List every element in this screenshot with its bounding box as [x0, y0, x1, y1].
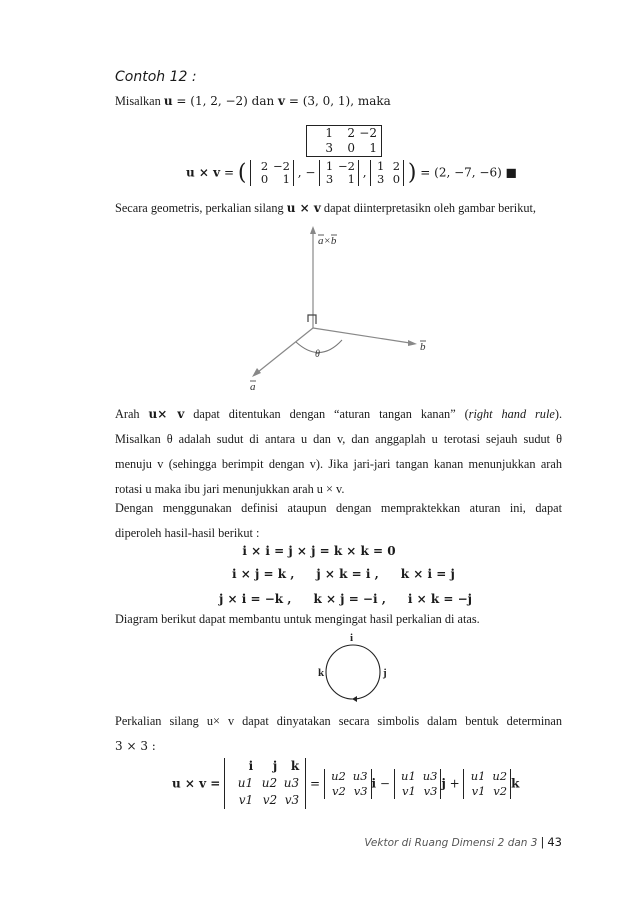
- theta-label: θ: [315, 349, 320, 360]
- cycle-label-i: i: [350, 632, 354, 644]
- given-vectors-line: Misalkan u = (1, 2, −2) dan v = (3, 0, 1), maka: [115, 94, 391, 108]
- cycle-label-k: k: [318, 667, 325, 679]
- cycle-circle: [326, 645, 380, 699]
- coefficient-matrix: 1 2 −2 3 0 1: [306, 125, 382, 157]
- cross-product-computation: u × v = ( 2 −2 0 1 , − 1 −2 3 1 , 1 2 3 0 ) = (2, −7, −6) ■: [186, 159, 517, 186]
- geometric-interpretation-line: Secara geometris, perkalian silang u × v dapat diinterpretasikn oleh gambar berikut,: [115, 201, 536, 215]
- determinant-formula: u × v = i j k u1 u2 u3 v1 v2 v3 = u2 u3 v2 v3 i − u1 u3 v1 v3 j + u1 u2 v1 v2 k: [172, 759, 520, 807]
- minor-determinant-1: 2 −2 0 1: [250, 160, 294, 186]
- right-hand-rule-paragraph: Arah u× v dapat ditentukan dengan “aturan tangan kanan” (right hand rule). Misalkan θ adalah sudut di antara u dan v, dan anggaplah u terotasi sejauh sudut θ menuju v (sehingga berimpit dengan v). Jika jari-jari tangan kanan menunjukkan arah rotasi u maka ibu jari menunjukkan arah u × v.: [115, 407, 563, 496]
- axb-label: a×b: [318, 235, 337, 247]
- b-axis: [313, 328, 410, 343]
- arrow-down-left-icon: [252, 368, 261, 377]
- identity-row-1: i × i = j × j = k × k = 0: [242, 544, 396, 558]
- right-angle-marker: [308, 315, 316, 324]
- identity-row-2: i × j = k , j × k = i , k × i = j: [232, 567, 455, 581]
- full-determinant: i j k u1 u2 u3 v1 v2 v3: [224, 758, 306, 809]
- page-number: 43: [547, 835, 562, 849]
- minor-u1u2: u1 u2 v1 v2: [463, 769, 511, 799]
- b-label: b: [420, 341, 426, 353]
- minor-determinant-3: 1 2 3 0: [370, 160, 404, 186]
- qed-symbol: ■: [505, 165, 517, 180]
- cycle-label-j: j: [383, 667, 387, 679]
- ijk-cycle-diagram: [310, 630, 400, 705]
- diagram-caption: Diagram berikut dapat membantu untuk mengingat hasil perkalian di atas.: [115, 612, 480, 626]
- identity-row-3: j × i = −k , k × j = −i , i × k = −j: [219, 592, 472, 606]
- minor-u1u3: u1 u3 v1 v3: [394, 769, 442, 799]
- minor-determinant-2: 1 −2 3 1: [319, 160, 359, 186]
- results-intro-paragraph: Dengan menggunakan definisi ataupun dengan mempraktekkan aturan ini, dapat diperoleh hasil-hasil berikut :: [115, 501, 562, 540]
- example-title: Contoh 12 :: [115, 69, 197, 85]
- arrow-right-icon: [408, 340, 417, 346]
- arrow-up-icon: [310, 226, 316, 234]
- cycle-arrow-icon: [352, 696, 357, 702]
- a-axis: [258, 328, 313, 372]
- cross-product-figure: [230, 222, 450, 397]
- a-label: a: [250, 381, 256, 393]
- determinant-intro-paragraph: Perkalian silang u× v dapat dinyatakan secara simbolis dalam bentuk determinan 3 × 3 :: [115, 714, 562, 753]
- page-footer: Vektor di Ruang Dimensi 2 dan 3 | 43: [364, 835, 562, 849]
- minor-u2u3: u2 u3 v2 v3: [324, 769, 372, 799]
- footer-chapter-title: Vektor di Ruang Dimensi 2 dan 3: [364, 837, 538, 849]
